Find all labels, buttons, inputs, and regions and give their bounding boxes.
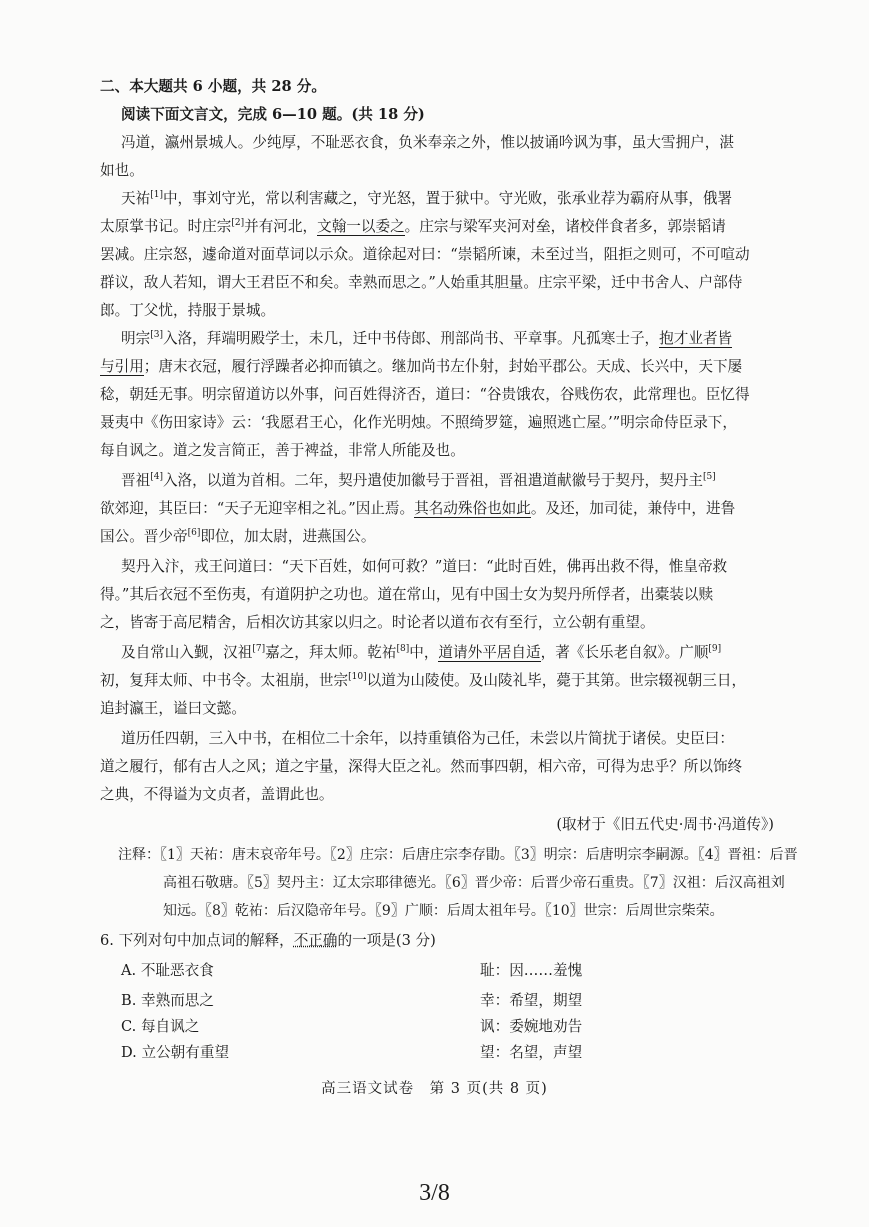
passage-line: 郎。丁父忧，持服于景城。 <box>100 302 276 319</box>
note-ref: [8] <box>396 644 410 655</box>
underlined-sentence: 抱才业者皆 <box>659 330 733 347</box>
passage-line: 群议，敌人若知，谓大王君臣不和矣。幸熟而思之。”人始重其胆量。庄宗平梁，迁中书舍人、户部侍 <box>100 274 743 291</box>
passage-line: 晋祖[4]入洛，以道为首相。二年，契丹遣使加徽号于晋祖，晋祖遣道献徽号于契丹，契丹主[5] <box>121 472 716 489</box>
note-ref: [7] <box>252 644 266 655</box>
option-d: D. 立公朝有重望 <box>121 1044 230 1061</box>
page-footer: 高三语文试卷 第 3 页(共 8 页) <box>321 1081 548 1097</box>
passage-line: 每自讽之。道之发言简正，善于裨益，非常人所能及也。 <box>100 442 465 459</box>
note-ref: [3] <box>150 330 163 341</box>
passage-line: 道历任四朝，三入中书，在相位二十余年，以持重镇俗为己任，未尝以片简扰于诸侯。史臣曰： <box>121 730 734 747</box>
option-a: A. 不耻恶衣食 <box>121 962 214 979</box>
passage-line: 罢减。庄宗怒，遽命道对面草词以示众。道徐起对曰：“崇韬所谏，未至过当，阻拒之则可，不可喧动 <box>100 246 750 263</box>
passage-line: 与引用；唐末衣冠，履行浮躁者必抑而镇之。继加尚书左仆射，封始平郡公。天成、长兴中，天下屡 <box>100 358 743 375</box>
reading-instruction: 阅读下面文言文，完成 6—10 题。(共 18 分) <box>121 106 425 123</box>
option-b: B. 幸熟而思之 <box>121 992 214 1009</box>
notes-line: 注释：〖1〗天祐：唐末哀帝年号。〖2〗庄宗：后唐庄宗李存勖。〖3〗明宗：后唐明宗李嗣源。〖4〗晋祖：后晋 <box>118 847 798 863</box>
passage-line: 太原掌书记。时庄宗[2]并有河北，文翰一以委之。庄宗与梁军夹河对垒，诸校伴食者多，郭崇韬请 <box>100 218 726 235</box>
option-c: C. 每自讽之 <box>121 1018 200 1035</box>
passage-line: 追封瀛王，谥曰文懿。 <box>100 700 246 717</box>
passage-line: 之典，不得谥为文贞者，盖谓此也。 <box>100 786 334 803</box>
passage-line: 道之履行，郁有古人之风；道之宇量，深得大臣之礼。然而事四朝，相六帝，可得为忠乎？所以饰终 <box>100 758 743 775</box>
passage-line: 明宗[3]入洛，拜端明殿学士，未几，迁中书侍郎、刑部尚书、平章事。凡孤寒士子，抱才业者皆 <box>121 330 733 347</box>
note-ref: [9] <box>708 644 722 655</box>
question-stem: 6. 下列对句中加点词的解释，不正确的一项是(3 分) <box>100 932 436 949</box>
option-c-gloss: 讽：委婉地劝告 <box>480 1018 583 1035</box>
note-ref: [5] <box>702 472 716 483</box>
emphasized-word: 不正确 <box>293 932 338 949</box>
passage-line: 初，复拜太师、中书令。太祖崩，世宗[10]以道为山陵使。及山陵礼毕，薨于其第。世宗辍视朝三日， <box>100 672 747 689</box>
option-a-gloss: 耻：因……羞愧 <box>480 962 583 979</box>
underlined-sentence: 其名动殊俗也如此 <box>414 500 531 517</box>
passage-line: 冯道，瀛州景城人。少纯厚，不耻恶衣食，负米奉亲之外，惟以披诵吟讽为事，虽大雪拥户，湛 <box>121 134 734 151</box>
underlined-sentence: 文翰一以委之 <box>317 218 405 235</box>
underlined-sentence: 与引用 <box>100 358 144 375</box>
note-ref: [10] <box>348 672 367 683</box>
passage-line: 得。”其后衣冠不至伤夷，有道阴护之功也。道在常山，见有中国士女为契丹所俘者，出橐装以赎 <box>100 586 714 603</box>
note-ref: [1] <box>150 190 163 201</box>
passage-line: 天祐[1]中，事刘守光，常以利害藏之，守光怒，置于狱中。守光败，张承业荐为霸府从事，俄署 <box>121 190 733 207</box>
section-title: 二、本大题共 6 小题，共 28 分。 <box>100 78 326 95</box>
notes-line: 高祖石敬瑭。〖5〗契丹主：辽太宗耶律德光。〖6〗晋少帝：后晋少帝石重贵。〖7〗汉祖：后汉高祖刘 <box>163 875 785 891</box>
passage-line: 之，皆寄于高尼精舍，后相次访其家以归之。时论者以道布衣有至行，立公朝有重望。 <box>100 614 655 631</box>
note-ref: [4] <box>150 472 163 483</box>
note-ref: [2] <box>231 218 245 229</box>
page-number: 3/8 <box>419 1180 450 1206</box>
option-b-gloss: 幸：希望，期望 <box>480 992 583 1009</box>
underlined-sentence: 道请外平居自适 <box>438 644 541 661</box>
passage-line: 契丹入汴，戎王问道曰：“天下百姓，如何可救？”道曰：“此时百姓，佛再出救不得，惟皇帝救 <box>121 558 728 575</box>
passage-line: 稔，朝廷无事。明宗留道访以外事，问百姓得济否，道曰：“谷贵饿农，谷贱伤农，此常理也。臣忆得 <box>100 386 750 403</box>
source-citation: (取材于《旧五代史·周书·冯道传》) <box>556 816 774 833</box>
notes-line: 知远。〖8〗乾祐：后汉隐帝年号。〖9〗广顺：后周太祖年号。〖10〗世宗：后周世宗柴荣。 <box>163 903 724 919</box>
note-ref: [6] <box>187 528 201 539</box>
passage-line: 聂夷中《伤田家诗》云：‘我愿君王心，化作光明烛。不照绮罗筵，遍照逃亡屋。’”明宗命侍臣录下， <box>100 414 737 431</box>
passage-line: 及自常山入觐，汉祖[7]嘉之，拜太师。乾祐[8]中，道请外平居自适，著《长乐老自叙》。广顺[9] <box>121 644 722 661</box>
passage-line: 国公。晋少帝[6]即位，加太尉，进燕国公。 <box>100 528 376 545</box>
option-d-gloss: 望：名望，声望 <box>480 1044 583 1061</box>
passage-line: 如也。 <box>100 162 144 179</box>
passage-line: 欲郊迎，其臣曰：“天子无迎宰相之礼。”因止焉。其名动殊俗也如此。及还，加司徒，兼侍中，进鲁 <box>100 500 736 517</box>
